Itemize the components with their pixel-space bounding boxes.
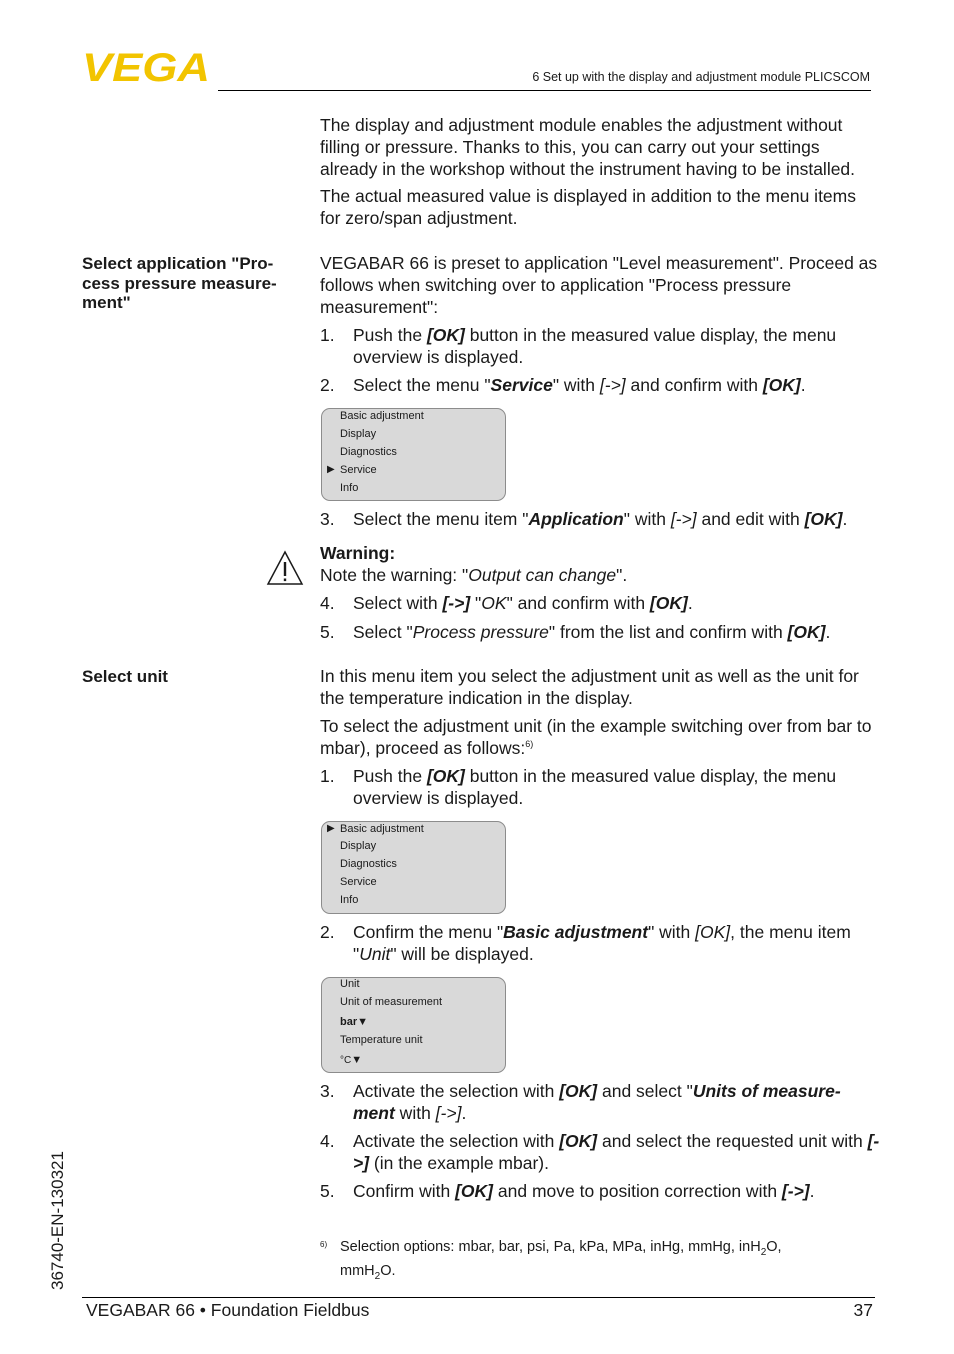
- intro-paragraph-1: The display and adjustment module enables the adjustment without filling or pressure. Thanks to this, you can carry out your settings already in the workshop without the instrument having to be installed.: [320, 115, 856, 179]
- dropdown-arrow-icon: ▼: [357, 1016, 369, 1028]
- step-text: Select "Process pressure" from the list and confirm with [OK].: [353, 622, 831, 642]
- header-divider: [218, 90, 871, 91]
- menu-item-display: Display: [340, 428, 377, 440]
- step-text: Activate the selection with [OK] and select the requested unit with [->] (in the example mbar).: [353, 1131, 880, 1173]
- step-number: 3.: [320, 1081, 335, 1101]
- side-heading-unit: Select unit: [82, 667, 168, 686]
- footnote-ref: 6): [525, 739, 534, 750]
- step-text: Select with [->] "OK" and confirm with [OK].: [353, 593, 693, 613]
- header-section-title: 6 Set up with the display and adjustment module PLICSCOM: [532, 70, 870, 84]
- step-text: Activate the selection with [OK] and select "Units of measure-ment with [->].: [353, 1081, 841, 1123]
- display-unit-settings: [321, 977, 506, 1073]
- step-number: 5.: [320, 622, 335, 642]
- step-text: Push the [OK] button in the measured value display, the menu overview is displayed.: [353, 325, 837, 367]
- menu-item-diagnostics: Diagnostics: [340, 858, 397, 870]
- application-intro: VEGABAR 66 is preset to application "Level measurement". Proceed as follows when switching over to application "Process pressure measurement":: [320, 253, 878, 317]
- menu-item-diagnostics: Diagnostics: [340, 446, 397, 458]
- step-number: 5.: [320, 1181, 335, 1201]
- unit-title: Unit: [340, 978, 360, 990]
- footnote-text: Selection options: mbar, bar, psi, Pa, kPa, MPa, inHg, mmHg, inH$_2$O, mmH$_2$O.: [340, 1239, 782, 1282]
- document-id: 36740-EN-130321: [48, 1151, 67, 1290]
- menu-item-info: Info: [340, 894, 359, 906]
- step-text: Confirm with [OK] and move to position correction with [->].: [353, 1181, 815, 1201]
- step-text: Select the menu "Service" with [->] and confirm with [OK].: [353, 375, 806, 395]
- page-number: 37: [853, 1300, 873, 1320]
- step-text: Confirm the menu "Basic adjustment" with [OK], the menu item "Unit" will be displayed.: [353, 922, 851, 964]
- selection-arrow-icon: ▶: [327, 823, 335, 834]
- warning-triangle-icon: [266, 550, 304, 586]
- vega-logo: [82, 50, 212, 84]
- dropdown-arrow-icon: ▼: [351, 1054, 363, 1066]
- warning-title: Warning:: [320, 543, 396, 563]
- menu-item-info: Info: [340, 482, 359, 494]
- unit-paragraph-1: In this menu item you select the adjustment unit as well as the unit for the temperature indication in the display.: [320, 666, 859, 708]
- logo-text: VEGA: [82, 50, 210, 84]
- step-text: Push the [OK] button in the measured value display, the menu overview is displayed.: [353, 766, 837, 808]
- menu-item-display: Display: [340, 840, 377, 852]
- menu-item-service: Service: [340, 876, 377, 888]
- unit-of-measurement-value: bar▼: [340, 1016, 369, 1028]
- step-number: 4.: [320, 593, 335, 613]
- temperature-unit-label: Temperature unit: [340, 1034, 423, 1046]
- step-number: 1.: [320, 325, 335, 345]
- display-menu-service: [321, 408, 506, 501]
- footnote-number: 6): [320, 1240, 328, 1249]
- step-text: Select the menu item "Application" with [->] and edit with [OK].: [353, 509, 848, 529]
- side-heading-application: Select application "Pro-cess pressure measure-ment": [82, 254, 277, 312]
- unit-of-measurement-label: Unit of measurement: [340, 996, 443, 1008]
- selection-arrow-icon: ▶: [327, 464, 335, 475]
- menu-item-basic-adjustment: Basic adjustment: [340, 410, 424, 422]
- temperature-unit-value: °C▼: [340, 1054, 363, 1066]
- intro-paragraph-2: The actual measured value is displayed in addition to the menu items for zero/span adjustment.: [320, 186, 856, 228]
- warning-text: Note the warning: "Output can change".: [320, 565, 628, 585]
- step-number: 3.: [320, 509, 335, 529]
- menu-item-service: Service: [340, 464, 377, 476]
- footer-product: VEGABAR 66 • Foundation Fieldbus: [86, 1300, 370, 1320]
- footer-divider: [82, 1297, 875, 1298]
- step-number: 2.: [320, 375, 335, 395]
- step-number: 2.: [320, 922, 335, 942]
- display-menu-basic: [321, 821, 506, 914]
- unit-paragraph-2: To select the adjustment unit (in the example switching over from bar to mbar), proceed as follows:$^{6)}$: [320, 716, 872, 758]
- menu-item-basic-adjustment: Basic adjustment: [340, 823, 424, 835]
- step-number: 4.: [320, 1131, 335, 1151]
- step-number: 1.: [320, 766, 335, 786]
